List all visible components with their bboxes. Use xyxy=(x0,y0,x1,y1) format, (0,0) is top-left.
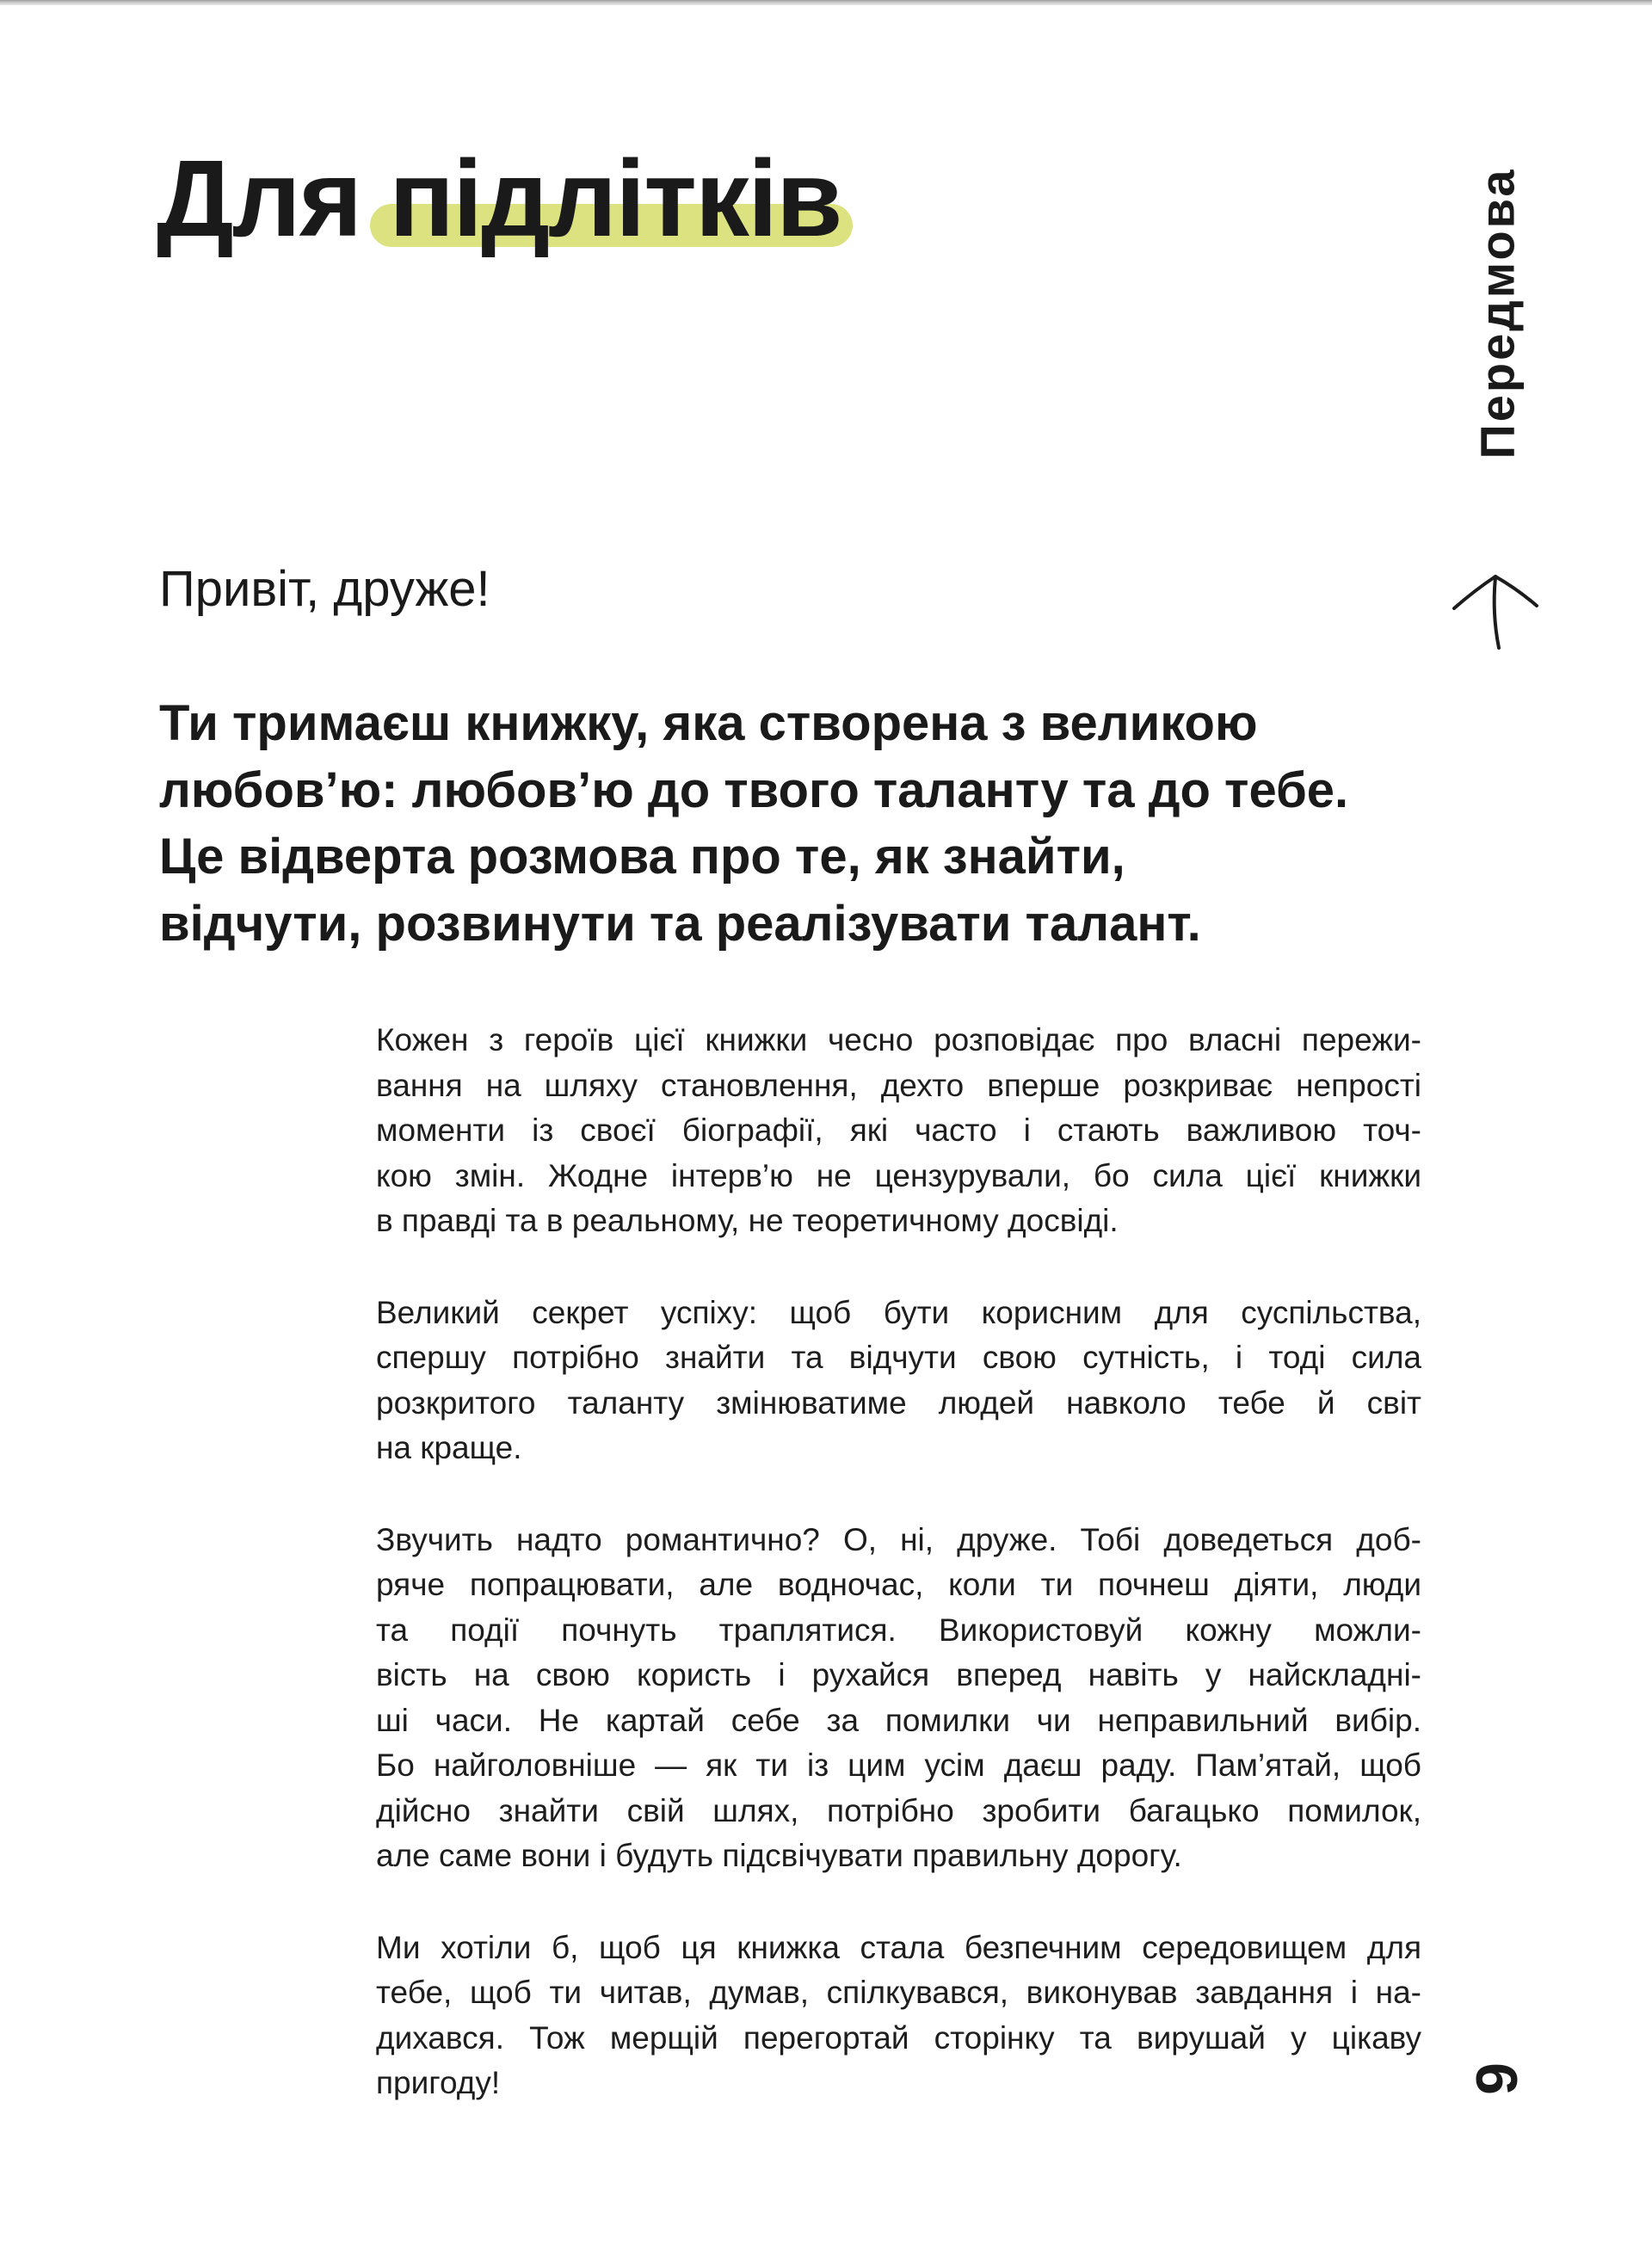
paragraph-line: пригоду! xyxy=(376,2065,501,2100)
intro-line: Ти тримаєш книжку, яка створена з великою xyxy=(159,695,1258,751)
chapter-side-label: Передмова xyxy=(1470,167,1525,459)
intro-line: Це відверта розмова про те, як знайти, xyxy=(159,829,1125,885)
paragraph-line: Кожен з героїв цієї книжки чесно розповідає про власні пережи- xyxy=(376,1022,1421,1057)
paragraph-line: ші часи. Не картай себе за помилки чи неправильний вибір. xyxy=(376,1702,1421,1738)
paragraph-line: в правді та в реальному, не теоретичному досвіді. xyxy=(376,1203,1119,1238)
paragraph xyxy=(376,1518,1421,1879)
paragraph-line: спершу потрібно знайти та відчути свою сутність, і тоді сила xyxy=(376,1340,1421,1375)
paragraph-line: дійсно знайти свій шлях, потрібно зробити багацько помилок, xyxy=(376,1792,1421,1828)
greeting-text: Привіт, друже! xyxy=(159,561,490,617)
paragraph-line: кою змін. Жодне інтерв’ю не цензурували, бо сила цієї книжки xyxy=(376,1157,1421,1193)
paragraph xyxy=(376,1018,1421,1244)
paragraph-line: Великий секрет успіху: щоб бути корисним для суспільства, xyxy=(376,1294,1421,1330)
paragraph-line: вання на шляху становлення, дехто вперше розкриває непрості xyxy=(376,1067,1421,1103)
paragraph-line: на краще. xyxy=(376,1430,522,1465)
paragraph-line: розкритого таланту змінюватиме людей навколо тебе й світ xyxy=(376,1384,1421,1421)
paragraph xyxy=(376,1926,1421,2106)
intro-line: відчути, розвинути та реалізувати талант. xyxy=(159,895,1201,952)
body-paragraphs xyxy=(376,1018,1421,2106)
paragraph-line: дихався. Тож мерщій перегортай сторінку та вирушай у цікаву xyxy=(376,2019,1421,2056)
intro-heading xyxy=(159,690,1407,957)
paragraph-line: Звучить надто романтично? О, ні, друже. Тобі доведеться доб- xyxy=(376,1521,1421,1557)
paragraph-line: моменти із своєї біографії, які часто і стають важливою точ- xyxy=(376,1113,1421,1148)
paragraph-line: ряче попрацювати, але водночас, коли ти почнеш діяти, люди xyxy=(376,1567,1421,1602)
paragraph-line: Бо найголовніше — як ти із цим усім даєш раду. Пам’ятай, щоб xyxy=(376,1748,1421,1783)
page-title-highlighted-word: підлітків xyxy=(389,138,841,259)
paragraph-line: вість на свою користь і рухайся вперед навіть у найскладні- xyxy=(376,1657,1421,1692)
page-top-edge xyxy=(0,0,1652,5)
paragraph-line: тебе, щоб ти читав, думав, спілкувався, виконував завдання і на- xyxy=(376,1975,1421,2010)
paragraph xyxy=(376,1291,1421,1471)
page-title xyxy=(157,138,841,259)
page-title-prefix: Для xyxy=(157,138,361,259)
intro-line: любов’ю: любов’ю до твого таланту та до тебе. xyxy=(159,761,1349,818)
page-number: 9 xyxy=(1464,2062,1530,2095)
paragraph-line: але саме вони і будуть підсвічувати правильну дорогу. xyxy=(376,1838,1182,1873)
paragraph-line: Ми хотіли б, щоб ця книжка стала безпечним середовищем для xyxy=(376,1929,1421,1965)
paragraph-line: та події почнуть траплятися. Використовуй кожну можли- xyxy=(376,1612,1421,1648)
up-arrow-icon xyxy=(1446,566,1544,657)
